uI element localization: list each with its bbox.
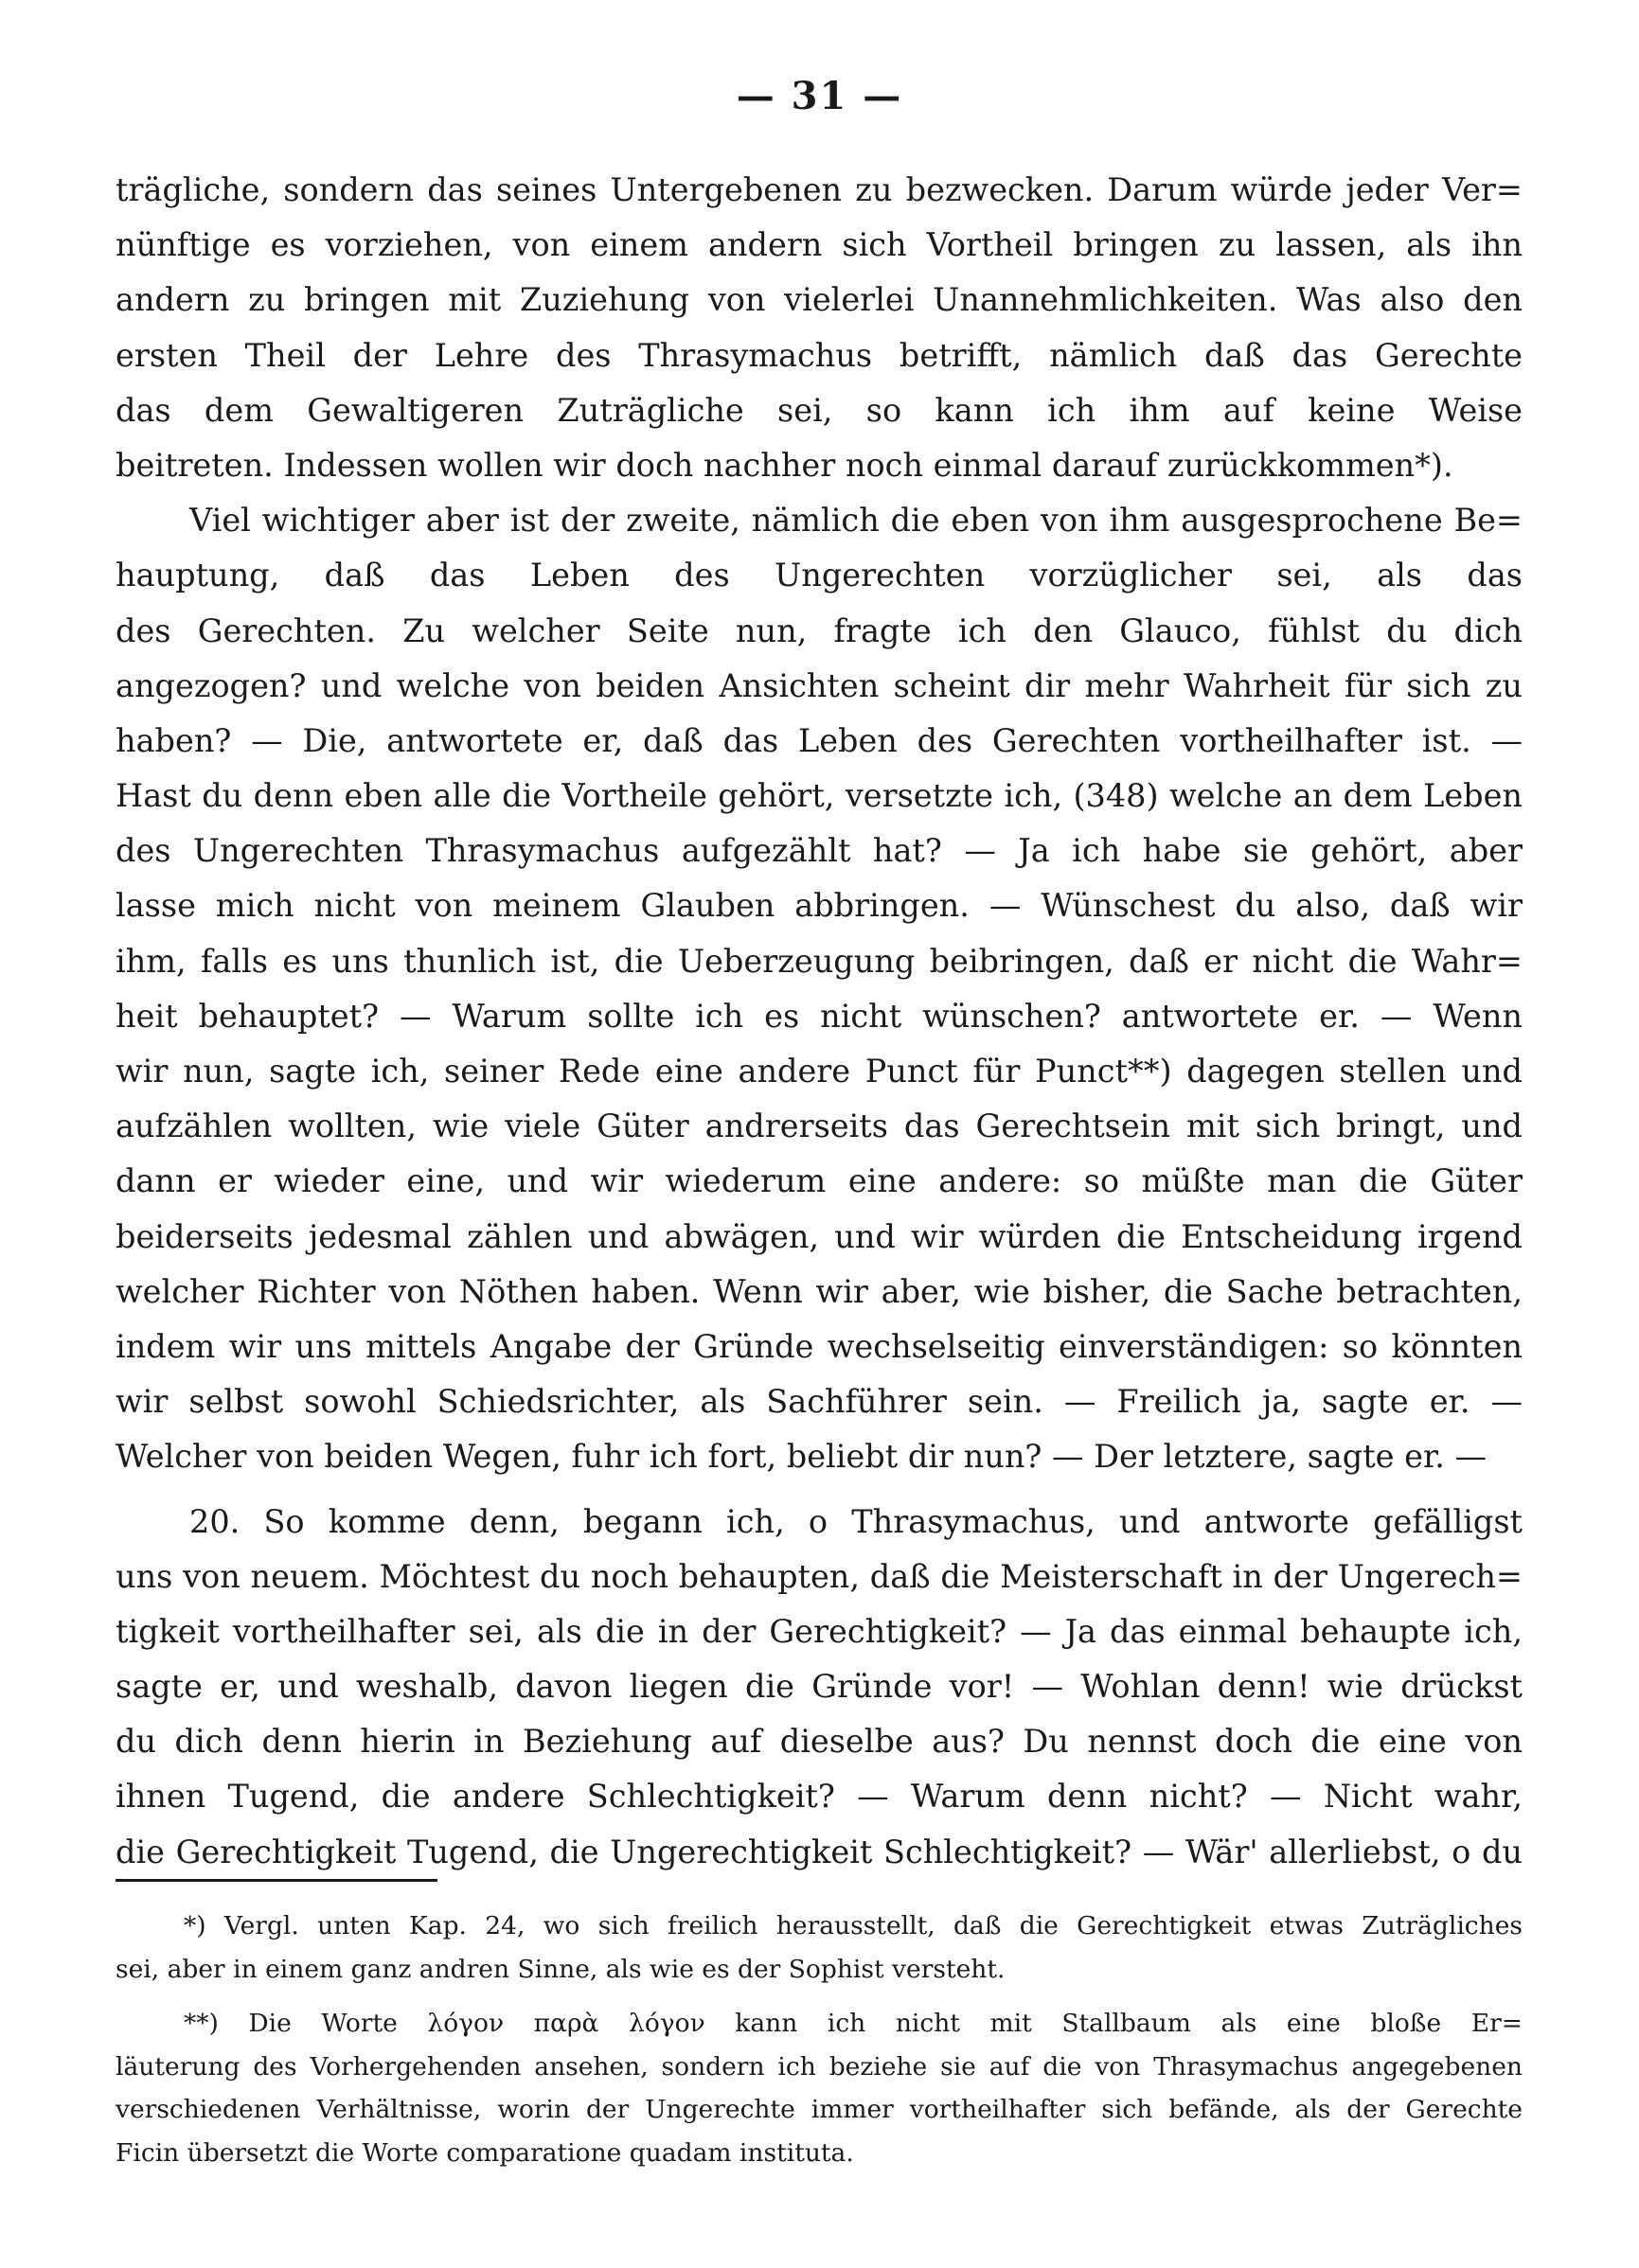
text-line: beiderseits jedesmal zählen und abwägen, und wir würden die Entscheidung irgend (116, 1217, 1523, 1255)
text-line: andern zu bringen mit Zuziehung von vielerlei Unannehmlichkeiten. Was also den (116, 281, 1523, 319)
text-line: des Ungerechten Thrasymachus aufgezählt hat? — Ja ich habe sie gehört, aber (116, 832, 1523, 870)
paragraph (116, 493, 1523, 1484)
paragraph (116, 163, 1523, 493)
footnote-line: Ficin übersetzt die Worte comparatione quadam instituta. (116, 2137, 854, 2168)
text-line: hauptung, daß das Leben des Ungerechten vorzüglicher sei, als das (116, 557, 1523, 594)
text-line: angezogen? und welche von beiden Ansichten scheint dir mehr Wahrheit für sich zu (116, 666, 1523, 704)
footnote-line: **) Die Worte λόγον παρὰ λόγον kann ich nicht mit Stallbaum als eine bloße Er= (184, 2009, 1523, 2038)
text-line: aufzählen wollten, wie viele Güter andrerseits das Gerechtsein mit sich bringt, und (116, 1107, 1523, 1145)
text-line: des Gerechten. Zu welcher Seite nun, fragte ich den Glauco, fühlst du dich (116, 611, 1523, 649)
text-line: nünftige es vorziehen, von einem andern sich Vortheil bringen zu lassen, als ihn (116, 226, 1523, 264)
text-line: beitreten. Indessen wollen wir doch nachher noch einmal darauf zurückkommen*). (116, 446, 1453, 484)
text-line: die Gerechtigkeit Tugend, die Ungerechtigkeit Schlechtigkeit? — Wär' allerliebst, o du (116, 1833, 1523, 1870)
text-line: uns von neuem. Möchtest du noch behaupten, daß die Meisterschaft in der Ungerech= (116, 1557, 1523, 1595)
footnote-divider (116, 1879, 437, 1882)
footnote-line: *) Vergl. unten Kap. 24, wo sich freilich herausstellt, daß die Gerechtigkeit etwas Zuträgliches (184, 1911, 1523, 1940)
text-line: ihm, falls es uns thunlich ist, die Ueberzeugung beibringen, daß er nicht die Wahr= (116, 942, 1523, 980)
text-line: dann er wieder eine, und wir wiederum eine andere: so müßte man die Güter (116, 1162, 1523, 1200)
text-line: wir nun, sagte ich, seiner Rede eine andere Punct für Punct**) dagegen stellen und (116, 1053, 1523, 1090)
main-text (116, 163, 1523, 1880)
footnote-line: läuterung des Vorhergehenden ansehen, sondern ich beziehe sie auf die von Thrasymachus angegebenen (116, 2051, 1523, 2082)
text-line: Viel wichtiger aber ist der zweite, nämlich die eben von ihm ausgesprochene Be= (189, 502, 1523, 540)
text-line: tigkeit vortheilhafter sei, als die in der Gerechtigkeit? — Ja das einmal behaupte ich, (116, 1612, 1523, 1650)
text-line: welcher Richter von Nöthen haben. Wenn wir aber, wie bisher, die Sache betrachten, (116, 1272, 1523, 1310)
text-line: Hast du denn eben alle die Vortheile gehört, versetzte ich, (348) welche an dem Leben (116, 777, 1523, 815)
footnote-line: sei, aber in einem ganz andren Sinne, als wie es der Sophist versteht. (116, 1954, 1006, 1984)
footnotes (116, 1905, 1523, 2174)
text-line: trägliche, sondern das seines Untergebenen zu bezwecken. Darum würde jeder Ver= (116, 171, 1523, 208)
text-line: das dem Gewaltigeren Zuträgliche sei, so kann ich ihm auf keine Weise (116, 391, 1523, 429)
text-line: 20. So komme denn, begann ich, o Thrasymachus, und antworte gefälligst (189, 1502, 1523, 1540)
footnote-line: verschiedenen Verhältnisse, worin der Ungerechte immer vortheilhafter sich befände, als der Gerechte (116, 2095, 1523, 2124)
text-line: Welcher von beiden Wegen, fuhr ich fort, beliebt dir nun? — Der letztere, sagte er. — (116, 1438, 1488, 1476)
text-line: wir selbst sowohl Schiedsrichter, als Sachführer sein. — Freilich ja, sagte er. — (116, 1383, 1523, 1421)
text-line: lasse mich nicht von meinem Glauben abbringen. — Wünschest du also, daß wir (116, 887, 1523, 925)
page-number: — 31 — (736, 74, 903, 118)
text-line: ersten Theil der Lehre des Thrasymachus betrifft, nämlich daß das Gerechte (116, 336, 1523, 374)
text-line: du dich denn hierin in Beziehung auf dieselbe aus? Du nennst doch die eine von (116, 1723, 1523, 1761)
text-line: sagte er, und weshalb, davon liegen die Gründe vor! — Wohlan denn! wie drückst (116, 1668, 1523, 1706)
paragraph (116, 1495, 1523, 1880)
text-line: ihnen Tugend, die andere Schlechtigkeit? — Warum denn nicht? — Nicht wahr, (116, 1778, 1523, 1816)
text-line: heit behauptet? — Warum sollte ich es nicht wünschen? antwortete er. — Wenn (116, 997, 1523, 1035)
footnote (116, 2002, 1523, 2174)
footnote-spacer (116, 1991, 1523, 2002)
paragraph-spacer (116, 1485, 1523, 1495)
text-line: haben? — Die, antwortete er, daß das Leben des Gerechten vortheilhafter ist. — (116, 721, 1523, 759)
text-line: indem wir uns mittels Angabe der Gründe wechselseitig einverständigen: so könnten (116, 1327, 1523, 1365)
footnote (116, 1905, 1523, 1991)
